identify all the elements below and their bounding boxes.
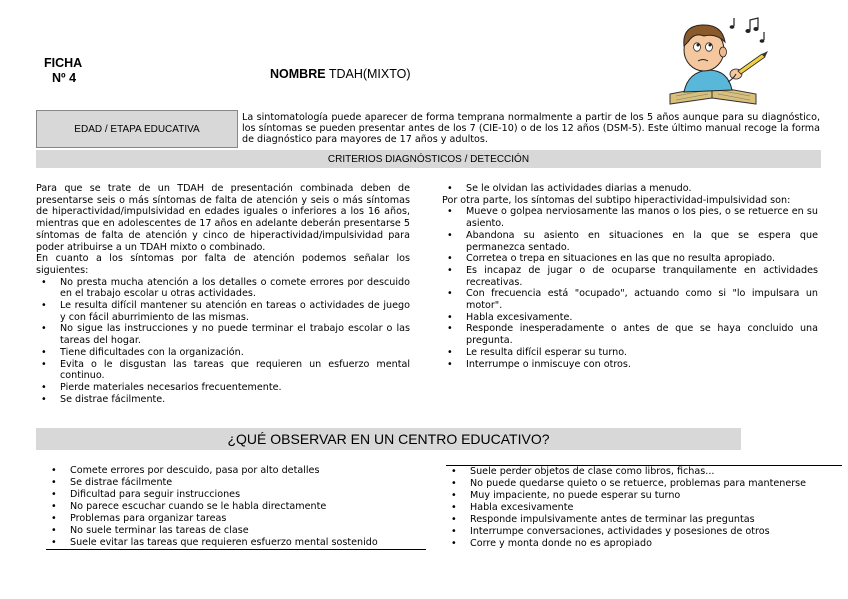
list-item: • No puede quedarse quieto o se retuerce, problemas para mantenerse bbox=[446, 478, 848, 490]
list-item: • Corre y monta donde no es apropiado bbox=[446, 538, 848, 550]
list-item: • Con frecuencia está "ocupado", actuando como si "lo impulsara un motor". bbox=[442, 288, 818, 311]
list-item: • Pierde materiales necesarios frecuentemente. bbox=[36, 382, 410, 394]
list-item: • Dificultad para seguir instrucciones bbox=[46, 489, 426, 501]
list-item: • Suele evitar las tareas que requieren esfuerzo mental sostenido bbox=[46, 537, 426, 549]
list-item: • Habla excesivamente. bbox=[442, 312, 818, 324]
list-item: • Es incapaz de jugar o de ocuparse tranquilamente en actividades recreativas. bbox=[442, 265, 818, 288]
observar-right-list bbox=[446, 466, 848, 550]
list-item: • No suele terminar las tareas de clase bbox=[46, 525, 426, 537]
list-item: • Habla excesivamente bbox=[446, 502, 848, 514]
observar-right-column bbox=[446, 465, 848, 550]
divider bbox=[46, 549, 426, 550]
list-item: • Tiene dificultades con la organización. bbox=[36, 347, 410, 359]
nombre-value: TDAH(MIXTO) bbox=[328, 67, 411, 81]
list-item: • Se distrae fácilmente. bbox=[36, 394, 410, 406]
criterios-right-column bbox=[442, 183, 818, 370]
list-item: • No parece escuchar cuando se le habla directamente bbox=[46, 501, 426, 513]
list-item: • No presta mucha atención a los detalles o comete errores por descuido en el trabajo escolar u otras actividades. bbox=[36, 277, 410, 300]
list-item: • Interrumpe o inmiscuye con otros. bbox=[442, 359, 818, 371]
ficha-number: Nº 4 bbox=[52, 71, 77, 85]
observar-heading: ¿QUÉ OBSERVAR EN UN CENTRO EDUCATIVO? bbox=[36, 428, 741, 450]
list-item: • Abandona su asiento en situaciones en la que se espera que permanezca sentado. bbox=[442, 230, 818, 253]
edad-row bbox=[36, 110, 821, 148]
hiper-list bbox=[442, 206, 818, 370]
edad-label: EDAD / ETAPA EDUCATIVA bbox=[36, 110, 238, 148]
atencion-list-continued bbox=[442, 183, 818, 195]
nombre-label: NOMBRE bbox=[270, 67, 326, 81]
criterios-heading: CRITERIOS DIAGNÓSTICOS / DETECCIÓN bbox=[36, 150, 821, 168]
edad-description: La sintomatología puede aparecer de forma temprana normalmente a partir de los 5 años aunque para su diagnóstico, los síntomas se pueden presentar antes de los 7 (CIE-10) o de los 12 años (DSM-5). Este último manual recoge la forma de diagnóstico para mayores de 17 años y adultos. bbox=[242, 112, 820, 145]
criterios-intro: Para que se trate de un TDAH de presentación combinada deben de presentarse seis o más síntomas de falta de atención y seis o más síntomas de hiperactividad/impulsividad en edades iguales o inferiores a los 16 años, mientras que en adolescentes de 17 años en adelante deberán presentarse 5 síntomas de falta de atención y cinco de hiperactividad/impulsividad para poder atribuirse a un TDAH mixto o combinado. bbox=[36, 183, 410, 253]
hiper-intro: Por otra parte, los síntomas del subtipo hiperactividad-impulsividad son: bbox=[442, 194, 791, 206]
criterios-left-column bbox=[36, 183, 410, 405]
list-item: • Le resulta difícil esperar su turno. bbox=[442, 347, 818, 359]
list-item: • Responde impulsivamente antes de terminar las preguntas bbox=[446, 514, 848, 526]
atencion-intro: En cuanto a los síntomas por falta de atención podemos señalar los siguientes: bbox=[36, 253, 410, 276]
ficha-label bbox=[44, 56, 82, 86]
list-item: • Corretea o trepa en situaciones en las que no resulta apropiado. bbox=[442, 253, 818, 265]
observar-left-column bbox=[46, 465, 426, 550]
list-item: • Comete errores por descuido, pasa por alto detalles bbox=[46, 465, 426, 477]
list-item: • Interrumpe conversaciones, actividades y posesiones de otros bbox=[446, 526, 848, 538]
ficha-title: FICHA bbox=[44, 56, 83, 70]
list-item: • Se le olvidan las actividades diarias a menudo. bbox=[442, 183, 818, 195]
atencion-list bbox=[36, 277, 410, 406]
list-item: • Mueve o golpea nerviosamente las manos o los pies, o se retuerce en su asiento. bbox=[442, 206, 818, 229]
list-item: • Evita o le disgustan las tareas que requieren un esfuerzo mental continuo. bbox=[36, 359, 410, 382]
page-title bbox=[270, 67, 411, 81]
music-note-icon bbox=[730, 18, 765, 43]
observar-left-list bbox=[46, 465, 426, 549]
list-item: • Responde inesperadamente o antes de que se haya concluido una pregunta. bbox=[442, 323, 818, 346]
list-item: • Problemas para organizar tareas bbox=[46, 513, 426, 525]
list-item: • Suele perder objetos de clase como libros, fichas... bbox=[446, 466, 848, 478]
list-item: • Se distrae fácilmente bbox=[46, 477, 426, 489]
list-item: • Le resulta difícil mantener su atención en tareas o actividades de juego y con fácil aburrimiento de las mismas. bbox=[36, 300, 410, 323]
boy-thinking-illustration bbox=[664, 16, 776, 108]
list-item: • No sigue las instrucciones y no puede terminar el trabajo escolar o las tareas del hogar. bbox=[36, 323, 410, 346]
list-item: • Muy impaciente, no puede esperar su turno bbox=[446, 490, 848, 502]
